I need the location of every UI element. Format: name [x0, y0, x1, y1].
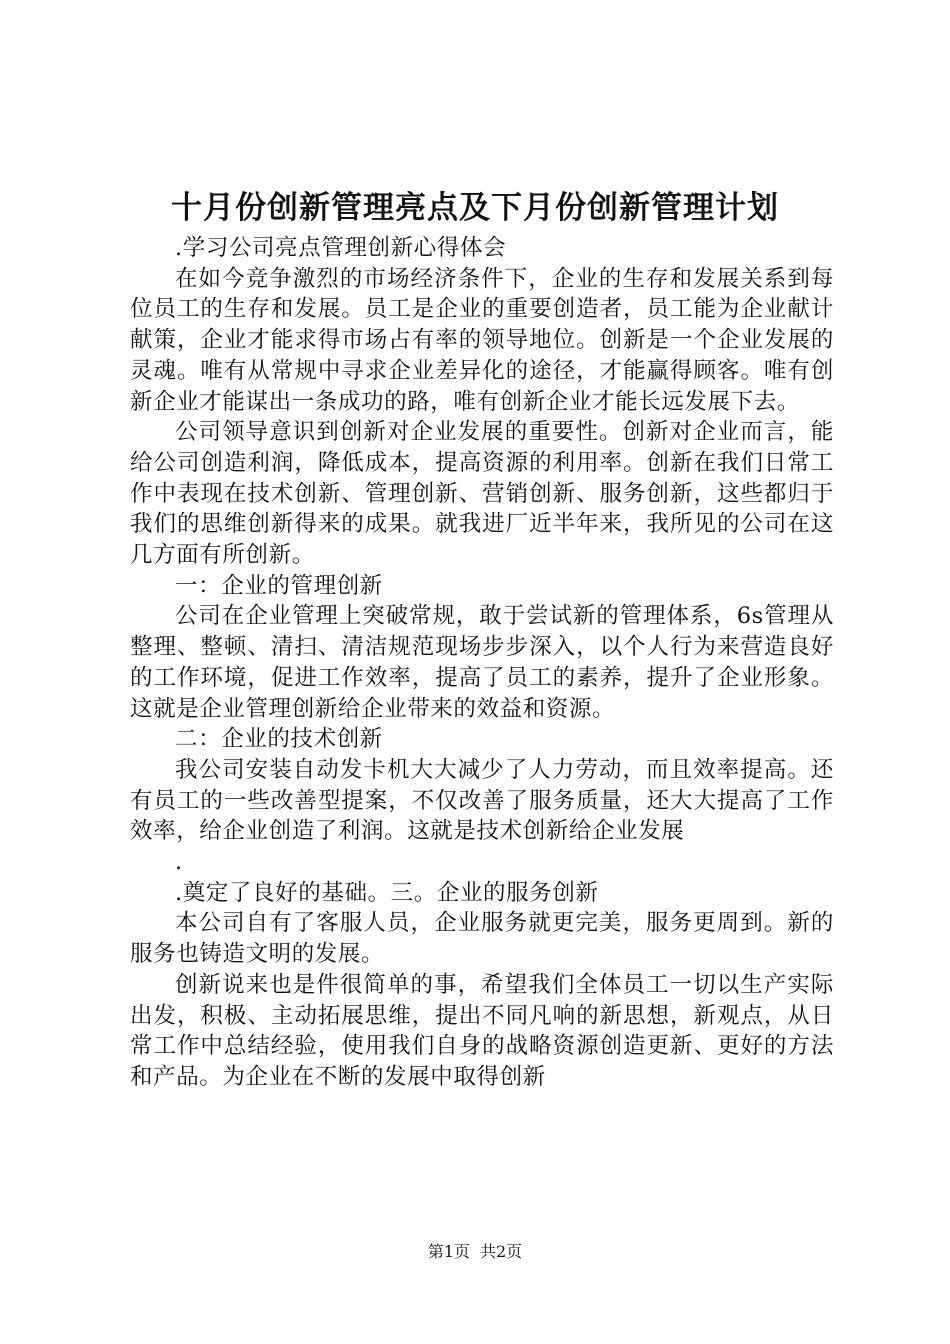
page-footer [0, 1242, 950, 1262]
document-title: 十月份创新管理亮点及下月份创新管理计划 [171, 190, 779, 226]
page-total: 共2页 [480, 1242, 523, 1261]
section-heading-service: .奠定了良好的基础。三。企业的服务创新 [175, 879, 599, 906]
paragraph-conclusion: 创新说来也是件很简单的事，希望我们全体员工一切以生产实际出发，积极、主动拓展思维，提出不同凡响的新思想，新观点，从日常工作中总结经验，使用我们自身的战略资源创造更新、更好的方法和产品。为企业在不断的发展中取得创新 [130, 971, 834, 1090]
separator-dot: . [175, 849, 183, 876]
paragraph-competition: 在如今竞争激烈的市场经济条件下，企业的生存和发展关系到每位员工的生存和发展。员工是企业的重要创造者，员工能为企业献计献策，企业才能求得市场占有率的领导地位。创新是一个企业发展的灵魂。唯有从常规中寻求企业差异化的途径，才能赢得顾客。唯有创新企业才能谋出一条成功的路，唯有创新企业才能长远发展下去。 [130, 265, 834, 415]
section-heading-management: 一：企业的管理创新 [175, 572, 383, 599]
paragraph-management: 公司在企业管理上突破常规，敢于尝试新的管理体系，6s管理从整理、整顿、清扫、清洁规范现场步步深入，以个人行为来营造良好的工作环境，促进工作效率，提高了员工的素养，提升了企业形象。这就是企业管理创新给企业带来的效益和资源。 [130, 603, 834, 722]
document-body [130, 233, 834, 1093]
paragraph-technology: 我公司安装自动发卡机大大减少了人力劳动，而且效率提高。还有员工的一些改善型提案，不仅改善了服务质量，还大大提高了工作效率，给企业创造了利润。这就是技术创新给企业发展 [130, 756, 834, 845]
page-number: 第1页 [427, 1242, 470, 1261]
section-heading-technology: 二：企业的技术创新 [175, 726, 383, 753]
paragraph-leadership: 公司领导意识到创新对企业发展的重要性。创新对企业而言，能给公司创造利润，降低成本，提高资源的利用率。创新在我们日常工作中表现在技术创新、管理创新、营销创新、服务创新，这些都归于我们的思维创新得来的成果。就我进厂近半年来，我所见的公司在这几方面有所创新。 [130, 419, 834, 569]
section-heading-intro: .学习公司亮点管理创新心得体会 [175, 235, 507, 261]
paragraph-service: 本公司自有了客服人员，企业服务就更完美，服务更周到。新的服务也铸造文明的发展。 [130, 910, 834, 968]
